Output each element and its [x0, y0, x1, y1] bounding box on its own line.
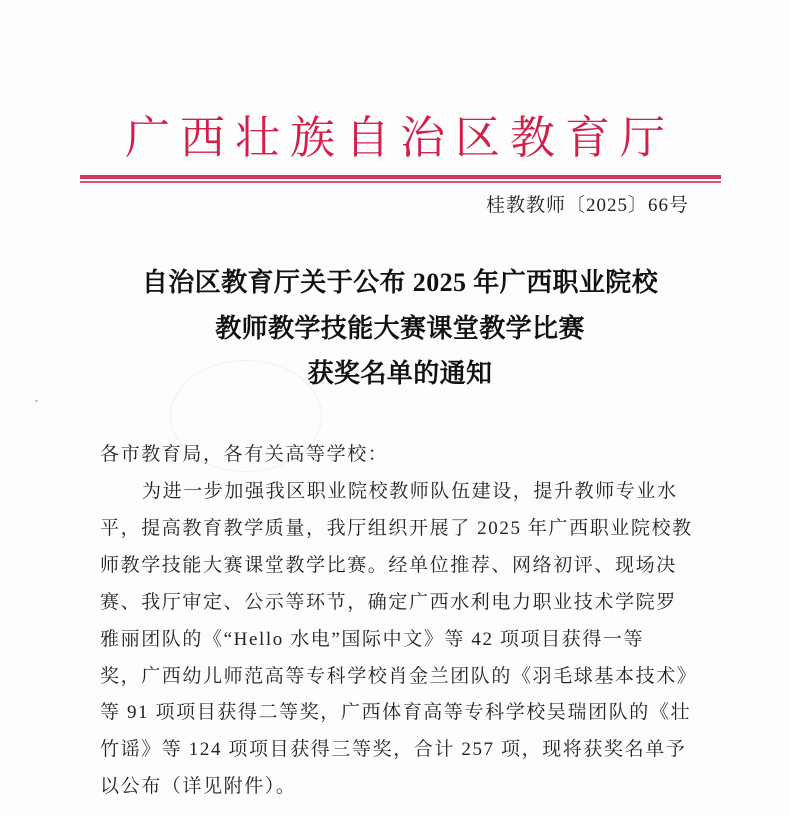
masthead-rule-thin [80, 181, 721, 183]
body-line: 竹谣》等 124 项项目获得三等奖，合计 257 项，现将获奖名单予 [100, 739, 687, 760]
body-line: 等 91 项项目获得二等奖，广西体育高等专科学校吴瑞团队的《壮 [100, 702, 692, 723]
salutation: 各市教育局，各有关高等学校： [100, 444, 389, 465]
body-line: 平，提高教育教学质量，我厅组织开展了 2025 年广西职业院校教 [100, 518, 693, 539]
scan-speck [35, 400, 38, 402]
body-line: 雅丽团队的《“Hello 水电”国际中文》等 42 项项目获得一等 [100, 629, 645, 650]
masthead-title: 广西壮族自治区教育厅 [124, 111, 675, 164]
notice-title-line-2: 教师教学技能大赛课堂教学比赛 [215, 314, 585, 343]
body-line: 为进一步加强我区职业院校教师队伍建设，提升教师专业水 [142, 481, 678, 502]
notice-title-line-1: 自治区教育厅关于公布 2025 年广西职业院校 [141, 268, 659, 297]
body-line: 赛、我厅审定、公示等环节，确定广西水利电力职业技术学院罗 [100, 592, 677, 613]
body-line: 师教学技能大赛课堂教学比赛。经单位推荐、网络初评、现场决 [100, 555, 677, 576]
body-line: 以公布（详见附件）。 [100, 776, 297, 797]
body-line: 奖，广西幼儿师范高等专科学校肖金兰团队的《羽毛球基本技术》 [100, 666, 698, 687]
masthead-rule-thick [80, 175, 721, 179]
document-number: 桂教教师〔2025〕66号 [485, 195, 689, 216]
notice-title-line-3: 获奖名单的通知 [307, 359, 493, 388]
